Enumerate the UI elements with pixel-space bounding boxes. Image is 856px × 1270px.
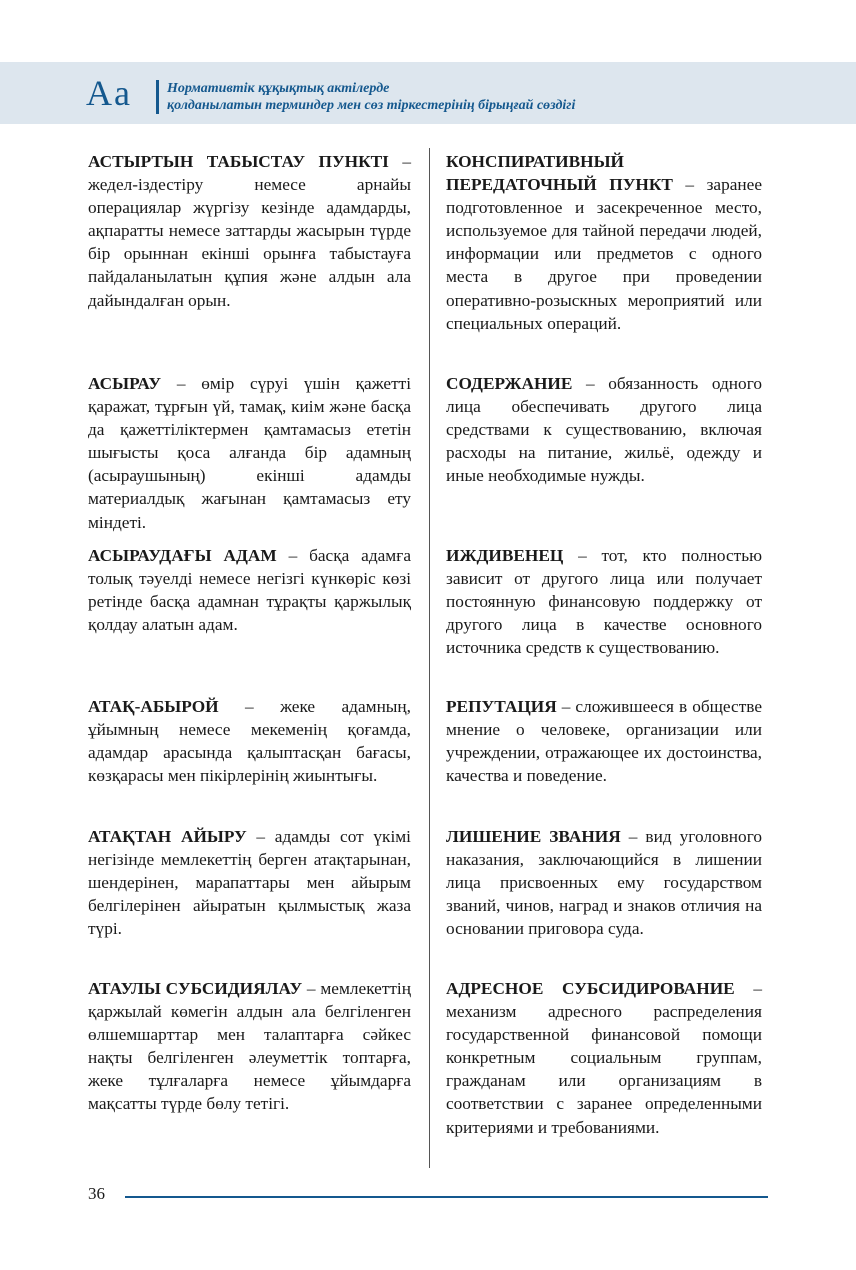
entry-definition: – өмір сүруі үшін қажетті қаражат, тұрғын үй, тамақ, киім және басқа да қажеттіліктермен қамтамасыз ететін шығысты қоса алғанда бір адамның (асыраушының) екінші адамды материалдық жағынан қамтамасыз ету міндеті. — [88, 374, 411, 532]
entry-term: АТАУЛЫ СУБСИДИЯЛАУ — [88, 979, 303, 998]
entry-left-4 — [88, 695, 411, 787]
entry-term: АСЫРАУ — [88, 374, 162, 393]
entry-left-2 — [88, 372, 411, 534]
entry-term: АТАҚ-АБЫРОЙ — [88, 697, 219, 716]
header-separator — [156, 80, 159, 114]
entry-definition: – обязанность одного лица обеспечивать другого лица средствами к существованию, включая расходы на питание, жильё, одежду и иные необходимые нужды. — [446, 374, 762, 486]
header-title — [167, 80, 575, 114]
entry-term: РЕПУТАЦИЯ — [446, 697, 557, 716]
entry-term: АСТЫРТЫН ТАБЫСТАУ ПУНКТІ — [88, 152, 389, 171]
entry-definition: – жеке адамның, ұйымның немесе мекеменің қоғамда, адамдар арасында қалыптасқан бағасы, көзқарасы мен пікірлерінің жиынтығы. — [88, 697, 411, 786]
entry-term: КОНСПИРАТИВНЫЙ ПЕРЕДАТОЧНЫЙ ПУНКТ — [446, 152, 673, 195]
entry-right-2 — [446, 372, 762, 487]
entry-definition: – тот, кто полностью зависит от другого лица или получает постоянную финансовую поддержку от другого лица в качестве основного источника средств к существованию. — [446, 546, 762, 658]
entry-left-6 — [88, 977, 411, 1116]
footer-rule — [125, 1196, 768, 1198]
entry-left-1 — [88, 150, 411, 312]
entry-term: АТАҚТАН АЙЫРУ — [88, 827, 247, 846]
entry-right-5 — [446, 825, 762, 940]
entry-term: ИЖДИВЕНЕЦ — [446, 546, 564, 565]
entry-term: СОДЕРЖАНИЕ — [446, 374, 573, 393]
entry-right-3 — [446, 544, 762, 659]
entry-definition: – вид уголовного наказания, заключающийся в лишении лица присвоенных ему государством званий, чинов, наград и знаков отличия на основании приговора суда. — [446, 827, 762, 939]
entry-definition: – заранее подготовленное и засекреченное место, используемое для тайной передачи людей, информации или предметов с одного места в другое при проведении оперативно-розыскных мероприятий или специальных операций. — [446, 175, 762, 333]
dictionary-logo: Aa — [86, 73, 132, 113]
entry-definition: – сложившееся в обществе мнение о человеке, организации или учреждении, отражающее их достоинства, качества и поведение. — [446, 697, 762, 786]
entry-right-1 — [446, 150, 762, 335]
entry-right-4 — [446, 695, 762, 787]
column-divider — [429, 148, 430, 1168]
entry-definition: – адамды сот үкімі негізінде мемлекеттің берген атақтарынан, шендерінен, марапаттары мен айырым белгілерінен айыратын қылмыстық жаза түрі. — [88, 827, 411, 939]
entry-definition: – механизм адресного распределения государственной финансовой помощи конкретным социальным группам, гражданам или организациям в соответствии с заранее определенными критериями и требованиями. — [446, 979, 762, 1137]
entry-definition: – басқа адамға толық тәуелді немесе негізгі күнкөріс көзі ретінде басқа адамнан тұрақты қаржылық қолдау алатын адам. — [88, 546, 411, 635]
header-title-line-2: қолданылатын терминдер мен сөз тіркестерінің бірыңғай сөздігі — [167, 98, 576, 113]
entry-right-6 — [446, 977, 762, 1139]
entry-term: АСЫРАУДАҒЫ АДАМ — [88, 546, 277, 565]
entry-term: АДРЕСНОЕ СУБСИДИРОВАНИЕ — [446, 979, 735, 998]
entry-definition: – мемлекеттің қаржылай көмегін алдын ала белгіленген өлшемшарттар мен талаптарға сәйкес нақты белгіленген әлеуметтік топтарға, жеке тұлғаларға немесе ұйымдарға мақсатты түрде бөлу тетігі. — [88, 979, 411, 1114]
entry-left-5 — [88, 825, 411, 940]
page-number: 36 — [88, 1184, 105, 1203]
header-title-line-1: Нормативтік құқықтық актілерде — [167, 81, 390, 96]
entry-term: ЛИШЕНИЕ ЗВАНИЯ — [446, 827, 621, 846]
entry-definition: – жедел-іздестіру немесе арнайы операциялар жүргізу кезінде адамдарды, ақпаратты немесе заттарды жасырын түрде бір орыннан екінші орынға табыстауға пайдаланылатын құпия және алдын ала дайындалған орын. — [88, 152, 411, 310]
entry-left-3 — [88, 544, 411, 636]
